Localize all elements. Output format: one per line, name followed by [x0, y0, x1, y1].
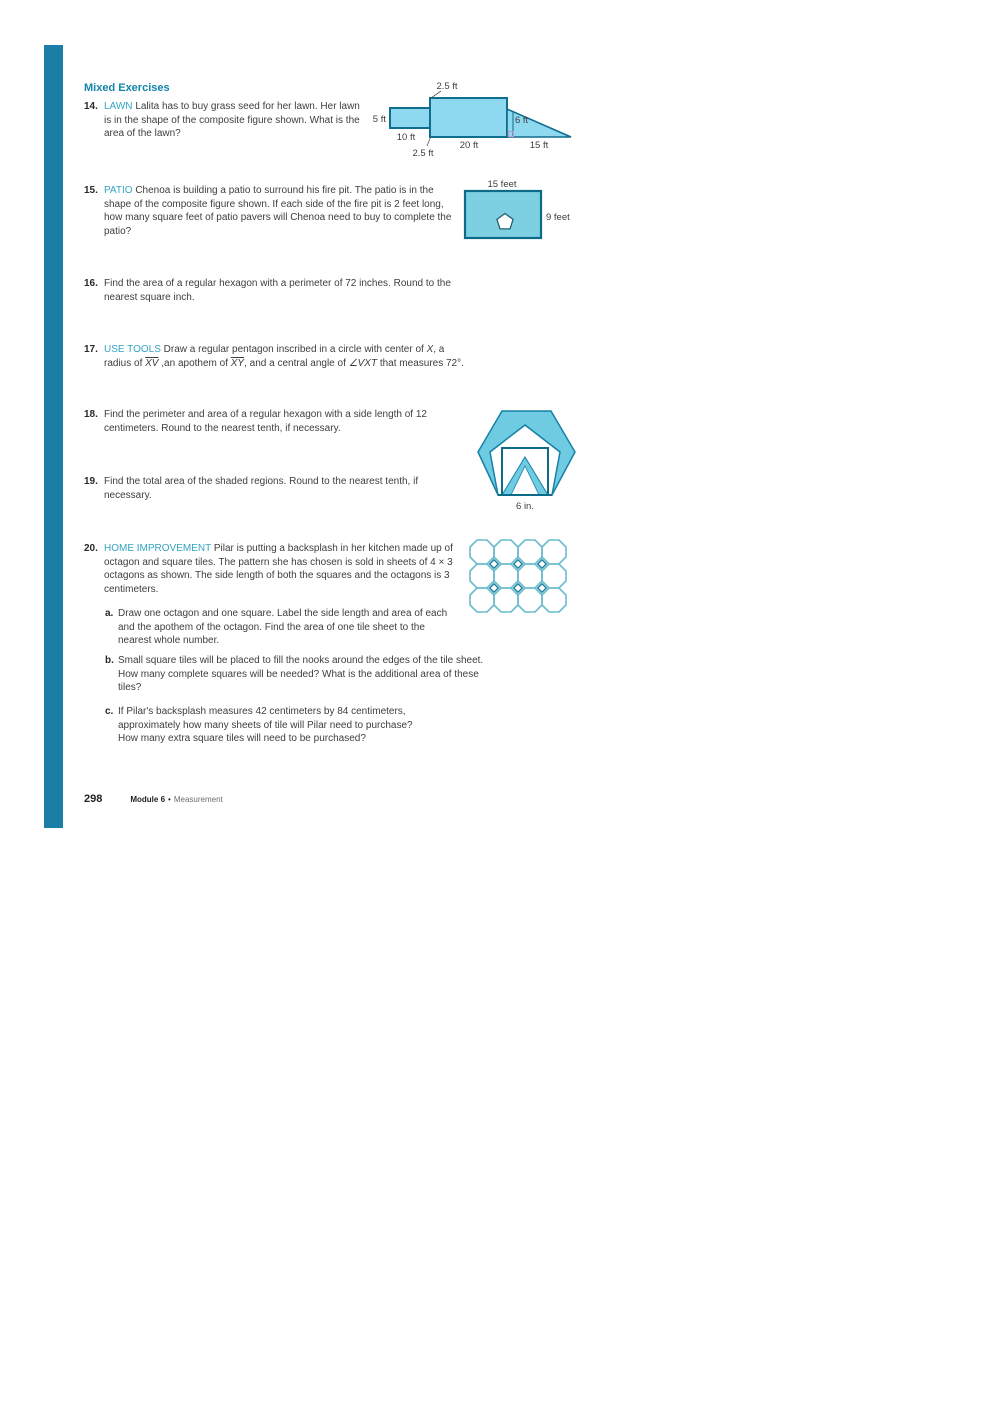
- exercise-text: HOME IMPROVEMENT Pilar is putting a backsplash in her kitchen made up of octagon and square tiles. The pattern she has chosen is sold in sheets of 4 × 3 octagons as shown. The side length of both the squares and the octagons is 3 centimeters.: [104, 543, 453, 595]
- math-segment-xv: $\overline{XV}$: [145, 357, 159, 369]
- dim-label: 10 ft: [396, 132, 416, 143]
- exercise-number: 17.: [84, 344, 98, 355]
- footer-separator: •: [168, 795, 171, 804]
- footer-section: Measurement: [173, 795, 223, 804]
- lawn-small-rectangle: [390, 108, 430, 128]
- exercise-20: [84, 542, 459, 596]
- exercise-20a: [105, 607, 453, 648]
- shaded-regions-figure: [477, 403, 583, 515]
- exercise-number: 18.: [84, 409, 98, 420]
- footer-module: Module 6: [130, 795, 166, 804]
- exercise-text: Find the perimeter and area of a regular hexagon with a side length of 12 centimeters. Round to the nearest tenth, if necessary.: [104, 409, 427, 434]
- leader-line-bottom: [427, 138, 431, 147]
- octagon-tile: [518, 588, 542, 612]
- exercise-text: LAWN Lalita has to buy grass seed for her lawn. Her lawn is in the shape of the composite figure shown. What is the area of the lawn?: [104, 101, 360, 139]
- octagon-tile: [494, 588, 518, 612]
- octagon-tile: [518, 540, 542, 564]
- part-letter: c.: [105, 706, 114, 717]
- dim-label: 9 feet: [546, 212, 570, 223]
- dim-label: 2.5 ft: [436, 81, 458, 92]
- octagon-tile: [494, 540, 518, 564]
- dim-label: 2.5 ft: [412, 148, 434, 159]
- exercise-20b: [105, 654, 490, 695]
- lawn-main-rectangle: [430, 98, 507, 137]
- part-letter: a.: [105, 608, 114, 619]
- octagon-tile: [542, 588, 566, 612]
- tile-sheet-svg: [468, 538, 570, 618]
- exercise-text: USE TOOLS Draw a regular pentagon inscribed in a circle with center of X, a radius of $\overline{XV}$ ,an apothem of $\overline{XY}$, and a central angle of ∠VXT that measures 72°.: [104, 344, 464, 369]
- dim-label: 6 ft: [515, 115, 529, 126]
- exercise-number: 20.: [84, 543, 98, 554]
- dim-label: 15 feet: [487, 179, 517, 190]
- exercise-number: 15.: [84, 185, 98, 196]
- part-letter: b.: [105, 655, 114, 666]
- octagon-tile: [494, 564, 518, 588]
- math-angle-vxt: ∠VXT: [348, 357, 378, 369]
- exercise-14: [84, 100, 369, 141]
- octagon-tile: [470, 564, 494, 588]
- exercise-number: 19.: [84, 476, 98, 487]
- exercise-number: 16.: [84, 278, 98, 289]
- exercise-20c: [105, 705, 433, 746]
- exercise-17: [84, 343, 466, 370]
- exercise-text: Find the total area of the shaded regions. Round to the nearest tenth, if necessary.: [104, 476, 419, 501]
- math-segment-xy: $\overline{XY}$: [230, 357, 245, 369]
- exercise-16: [84, 277, 482, 304]
- exercise-keyword: USE TOOLS: [104, 344, 161, 355]
- section-heading: Mixed Exercises: [84, 82, 170, 94]
- exercise-keyword: LAWN: [104, 101, 133, 112]
- page-number: 298: [84, 793, 103, 805]
- page-footer: [84, 793, 223, 805]
- left-accent-bar: [44, 45, 63, 828]
- math-var-x: X: [426, 344, 434, 355]
- octagon-grid: [470, 540, 566, 612]
- exercise-keyword: HOME IMPROVEMENT: [104, 543, 212, 554]
- dim-label: 15 ft: [529, 140, 549, 151]
- lawn-figure: [363, 76, 575, 164]
- exercise-keyword: PATIO: [104, 185, 133, 196]
- dim-label: 20 ft: [459, 140, 479, 151]
- exercise-text: PATIO Chenoa is building a patio to surround his fire pit. The patio is in the shape of the composite figure shown. If each side of the fire pit is 2 feet long, how many square feet of patio pavers will Chenoa need to buy to complete the patio?: [104, 185, 452, 237]
- part-text: If Pilar's backsplash measures 42 centimeters by 84 centimeters, approximately how many sheets of tile will Pilar need to purchase? How many extra square tiles will need to be purchased?: [118, 706, 413, 744]
- patio-figure: [460, 176, 578, 242]
- exercise-15: [84, 184, 459, 238]
- exercise-number: 14.: [84, 101, 98, 112]
- dim-label: 5 ft: [372, 114, 386, 125]
- octagon-tile: [542, 564, 566, 588]
- octagon-tile: [542, 540, 566, 564]
- octagon-tile: [518, 564, 542, 588]
- leader-line-top: [431, 91, 441, 98]
- dim-label: 6 in.: [516, 501, 534, 512]
- octagon-tile: [470, 540, 494, 564]
- exercise-19: [84, 475, 449, 502]
- octagon-tile: [470, 588, 494, 612]
- exercise-text: Find the area of a regular hexagon with a perimeter of 72 inches. Round to the nearest square inch.: [104, 278, 451, 303]
- part-text: Small square tiles will be placed to fill the nooks around the edges of the tile sheet. How many complete squares will be needed? What is the additional area of these tiles?: [118, 655, 484, 693]
- part-text: Draw one octagon and one square. Label the side length and area of each and the apothem of the octagon. Find the area of one tile sheet to the nearest whole number.: [118, 608, 448, 646]
- exercise-18: [84, 408, 444, 435]
